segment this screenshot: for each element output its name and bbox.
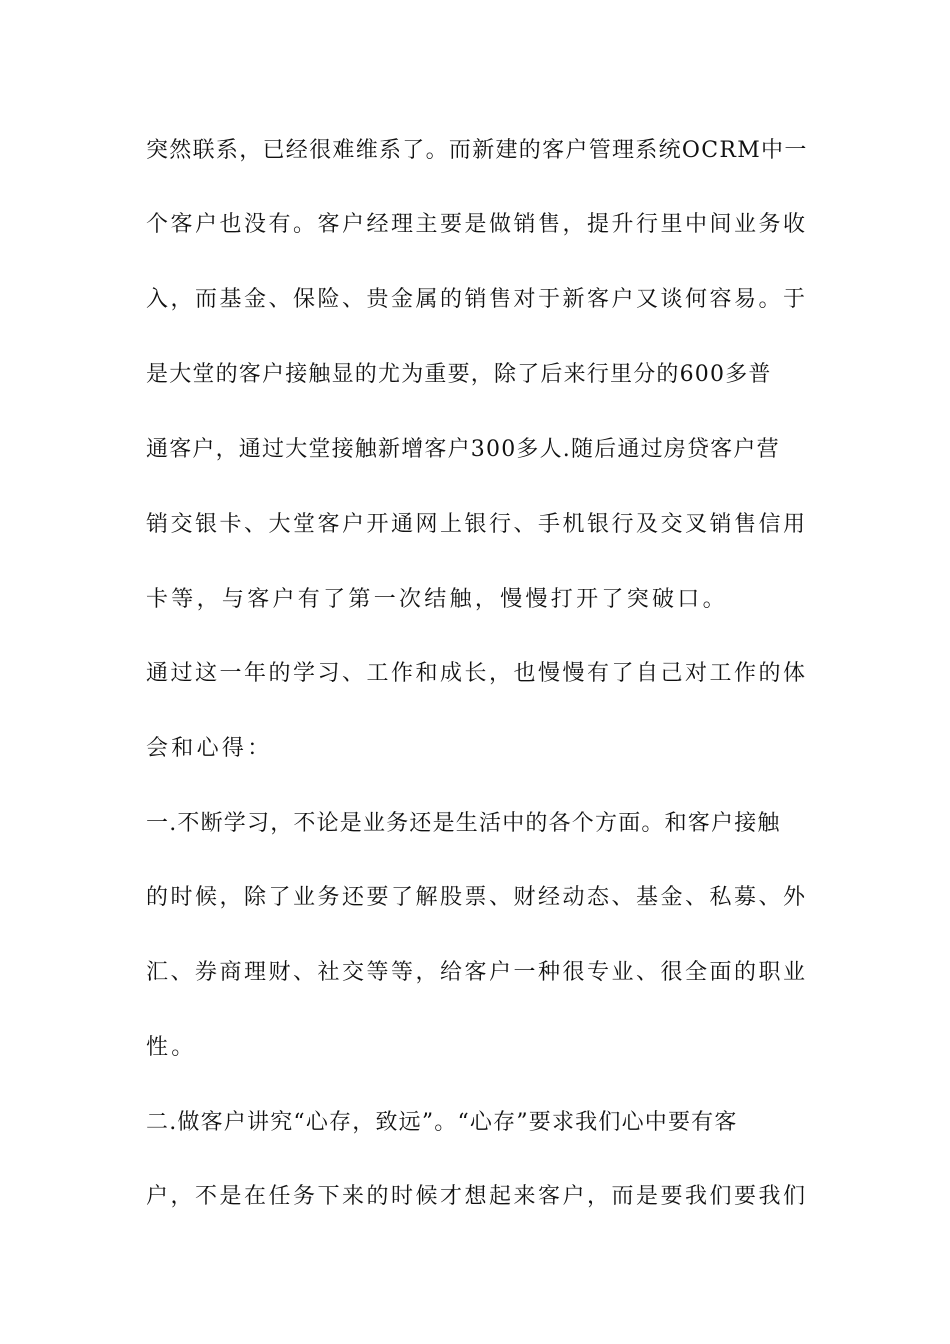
text-line-6: 销交银卡、大堂客户开通网上银行、手机银行及交叉销售信用 [146, 512, 808, 537]
text-line-11: 的时候，除了业务还要了解股票、财经动态、基金、私募、外 [146, 885, 808, 910]
text-line-10: 一.不断学习，不论是业务还是生活中的各个方面。和客户接触 [146, 811, 781, 836]
text-line-7: 卡等，与客户有了第一次结触，慢慢打开了突破口。 [146, 587, 728, 612]
text-line-9: 会和心得： [146, 736, 273, 761]
text-line-15: 户，不是在任务下来的时候才想起来客户，而是要我们要我们 [146, 1184, 808, 1209]
text-line-13: 性。 [146, 1035, 197, 1060]
text-line-12: 汇、券商理财、社交等等，给客户一种很专业、很全面的职业 [146, 960, 808, 985]
text-line-8: 通过这一年的学习、工作和成长，也慢慢有了自己对工作的体 [146, 661, 808, 686]
text-line-1: 突然联系，已经很难维系了。而新建的客户管理系统OCRM中一 [146, 138, 808, 163]
text-line-14: 二.做客户讲究“心存，致远”。“心存”要求我们心中要有客 [146, 1110, 738, 1135]
text-line-4: 是大堂的客户接触显的尤为重要，除了后来行里分的600多普 [146, 362, 772, 387]
text-line-2: 个客户也没有。客户经理主要是做销售，提升行里中间业务收 [146, 212, 808, 237]
text-line-5: 通客户，通过大堂接触新增客户300多人.随后通过房贷客户营 [146, 437, 780, 462]
text-line-3: 入，而基金、保险、贵金属的销售对于新客户又谈何容易。于 [146, 287, 808, 312]
